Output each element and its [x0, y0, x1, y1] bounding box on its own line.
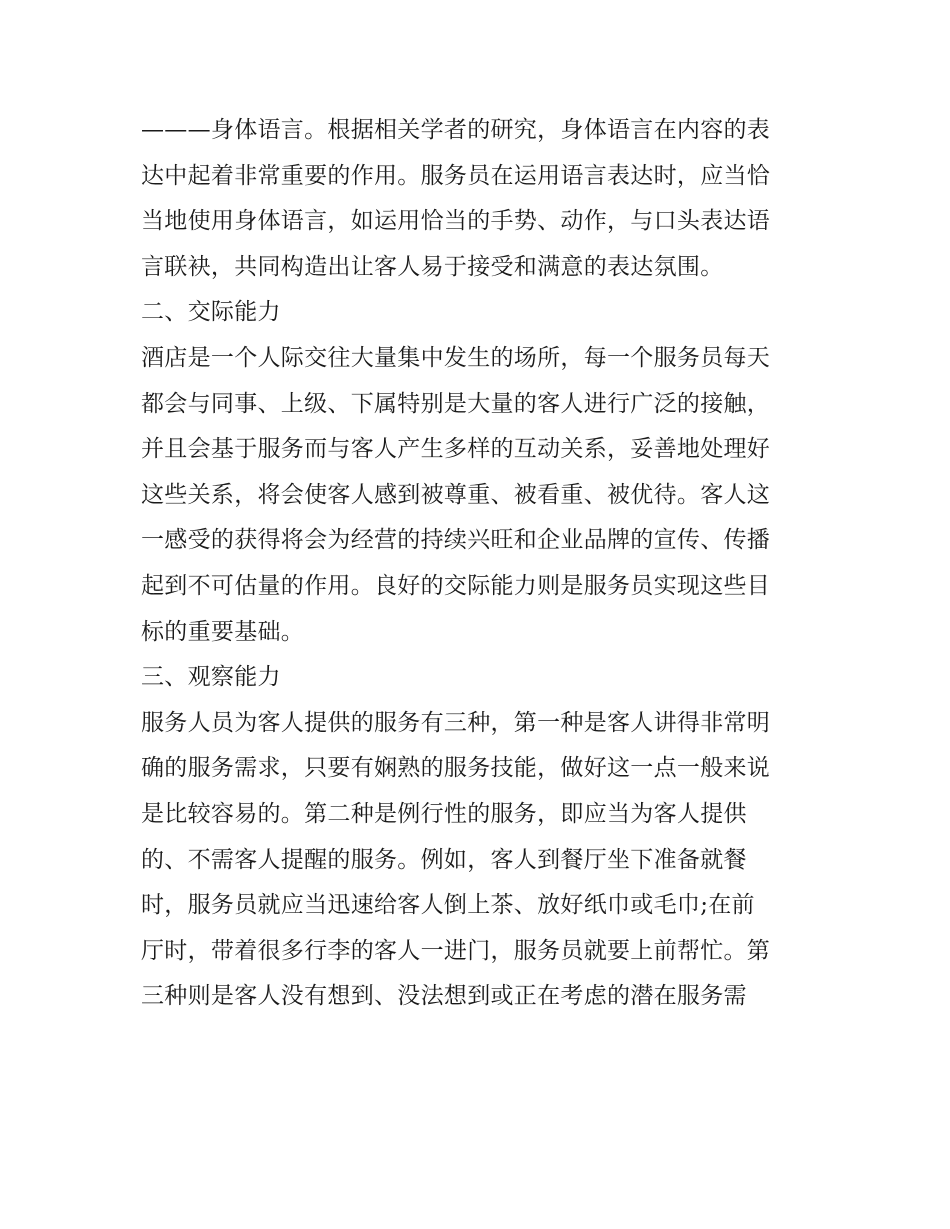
- document-body: [141, 108, 821, 1020]
- text-line: 服务人员为客人提供的服务有三种，第一种是客人讲得非常明: [141, 709, 771, 736]
- text-line: 起到不可估量的作用。良好的交际能力则是服务员实现这些目: [141, 572, 771, 599]
- text-line: ———身体语言。根据相关学者的研究，身体语言在内容的表: [141, 117, 771, 143]
- text-line: 当地使用身体语言，如运用恰当的手势、动作，与口头表达语: [141, 208, 771, 235]
- text-line: 三种则是客人没有想到、没法想到或正在考虑的潜在服务需: [141, 983, 747, 1010]
- text-line: 都会与同事、上级、下属特别是大量的客人进行广泛的接触，: [141, 390, 771, 417]
- text-line: 标的重要基础。: [141, 618, 305, 645]
- text-line: 酒店是一个人际交往大量集中发生的场所，每一个服务员每天: [141, 344, 771, 371]
- text-line: 并且会基于服务而与客人产生多样的互动关系，妥善地处理好: [141, 436, 771, 463]
- section-heading: 三、观察能力: [141, 664, 281, 691]
- text-line: 言联袂，共同构造出让客人易于接受和满意的表达氛围。: [141, 253, 724, 280]
- text-line: 达中起着非常重要的作用。服务员在运用语言表达时，应当恰: [141, 162, 771, 189]
- text-line: 一感受的获得将会为经营的持续兴旺和企业品牌的宣传、传播: [141, 527, 771, 554]
- text-line: 厅时，带着很多行李的客人一进门，服务员就要上前帮忙。第: [141, 937, 771, 964]
- text-line: 的、不需客人提醒的服务。例如，客人到餐厅坐下准备就餐: [141, 846, 747, 873]
- text-line: 这些关系，将会使客人感到被尊重、被看重、被优待。客人这: [141, 481, 771, 508]
- text-line: 确的服务需求，只要有娴熟的服务技能，做好这一点一般来说: [141, 755, 771, 782]
- section-heading: 二、交际能力: [141, 299, 281, 326]
- text-line: 是比较容易的。第二种是例行性的服务，即应当为客人提供: [141, 800, 747, 827]
- text-line: 时，服务员就应当迅速给客人倒上茶、放好纸巾或毛巾;在前: [141, 892, 755, 919]
